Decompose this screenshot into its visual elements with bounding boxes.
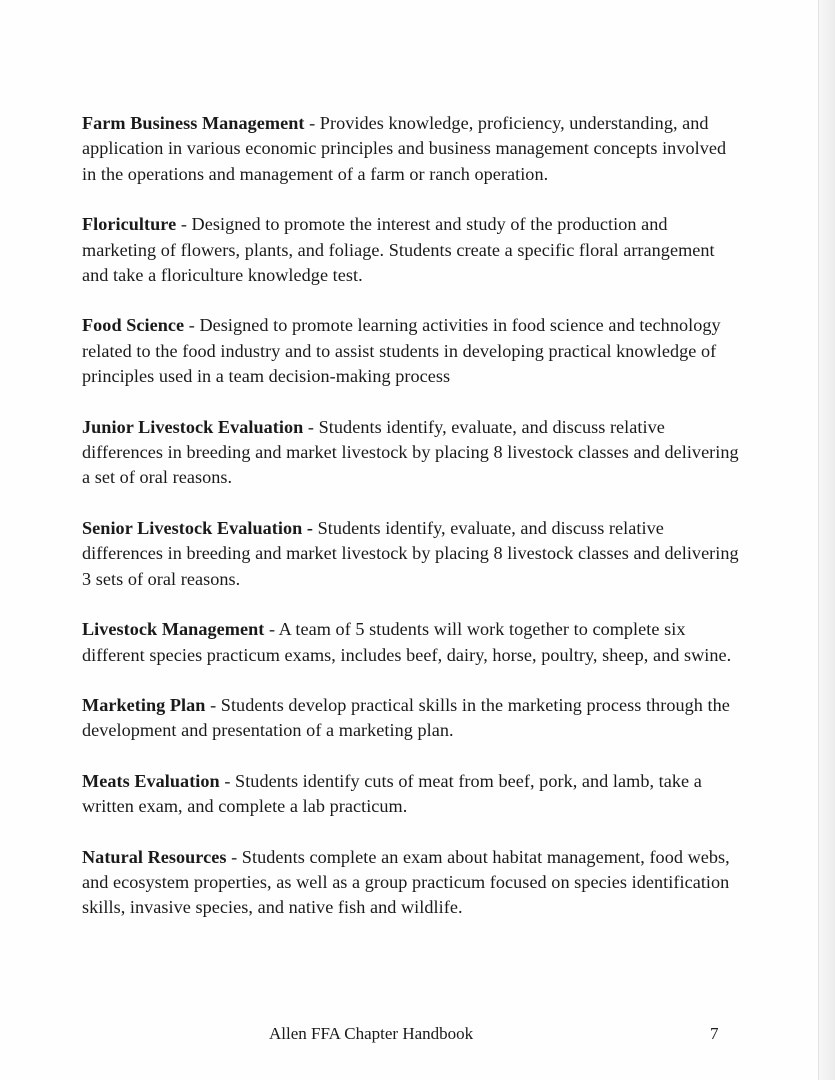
entry-senior-livestock-evaluation [82, 516, 742, 592]
entry-term: Livestock Management [82, 619, 265, 640]
entry-description: Provides knowledge, proficiency, understanding, and application in various economic principles and business management concepts involved in the operations and management of a farm or ranch operation. [82, 113, 727, 184]
entry-meats-evaluation [82, 769, 742, 820]
entry-term: Floriculture [82, 214, 177, 235]
entry-term: Farm Business Management [82, 113, 305, 133]
page-number: 7 [710, 1024, 719, 1043]
page-footer [0, 1022, 835, 1046]
entry-description: Designed to promote learning activities in food science and technology related to the food industry and to assist students in developing practical knowledge of principles used in a team decision-making process [82, 315, 721, 387]
entry-separator: - [184, 315, 200, 336]
entry-description: Students develop practical skills in the marketing process through the development and presentation of a marketing plan. [82, 694, 730, 741]
entry-description: Students complete an exam about habitat management, food webs, and ecosystem properties, as well as a group practicum focused on species identification skills, invasive species, and native fish and wildlife. [82, 846, 730, 918]
entry-floriculture [82, 212, 742, 288]
event-descriptions [82, 111, 742, 946]
entry-marketing-plan [82, 693, 742, 744]
entry-separator: - [264, 619, 279, 640]
entry-separator: - [304, 113, 320, 133]
entry-description: A team of 5 students will work together to complete six different species practicum exams, includes beef, dairy, horse, poultry, sheep, and swine. [82, 619, 732, 665]
entry-term: Natural Resources [82, 846, 227, 867]
entry-term: Food Science [82, 315, 185, 336]
entry-separator: - [226, 846, 242, 867]
entry-separator: - [176, 214, 192, 235]
entry-natural-resources [82, 845, 742, 921]
entry-food-science [82, 313, 742, 389]
entry-term: Marketing Plan [82, 694, 206, 715]
entry-separator: - [205, 694, 221, 715]
entry-separator: - [303, 416, 319, 437]
entry-term: Junior Livestock Evaluation [82, 416, 304, 437]
entry-livestock-management [82, 617, 742, 668]
entry-separator: - [219, 770, 236, 791]
entry-junior-livestock-evaluation [82, 415, 742, 491]
page-edge-shadow [818, 0, 835, 1080]
entry-term: Meats Evaluation [82, 770, 220, 791]
footer-title: Allen FFA Chapter Handbook [269, 1024, 474, 1043]
entry-farm-business-management [82, 111, 742, 187]
entry-description: Designed to promote the interest and study of the production and marketing of flowers, plants, and foliage. Students create a specific floral arrangement and take a floriculture knowledge test. [82, 214, 715, 286]
entry-description: Students identify, evaluate, and discuss relative differences in breeding and market livestock by placing 8 livestock classes and delivering a set of oral reasons. [82, 416, 739, 488]
entry-description: Students identify, evaluate, and discuss relative differences in breeding and market livestock by placing 8 livestock classes and delivering 3 sets of oral reasons. [82, 517, 739, 589]
entry-term: Senior Livestock Evaluation - [82, 517, 314, 538]
entry-description: Students identify cuts of meat from beef, pork, and lamb, take a written exam, and complete a lab practicum. [82, 770, 702, 817]
